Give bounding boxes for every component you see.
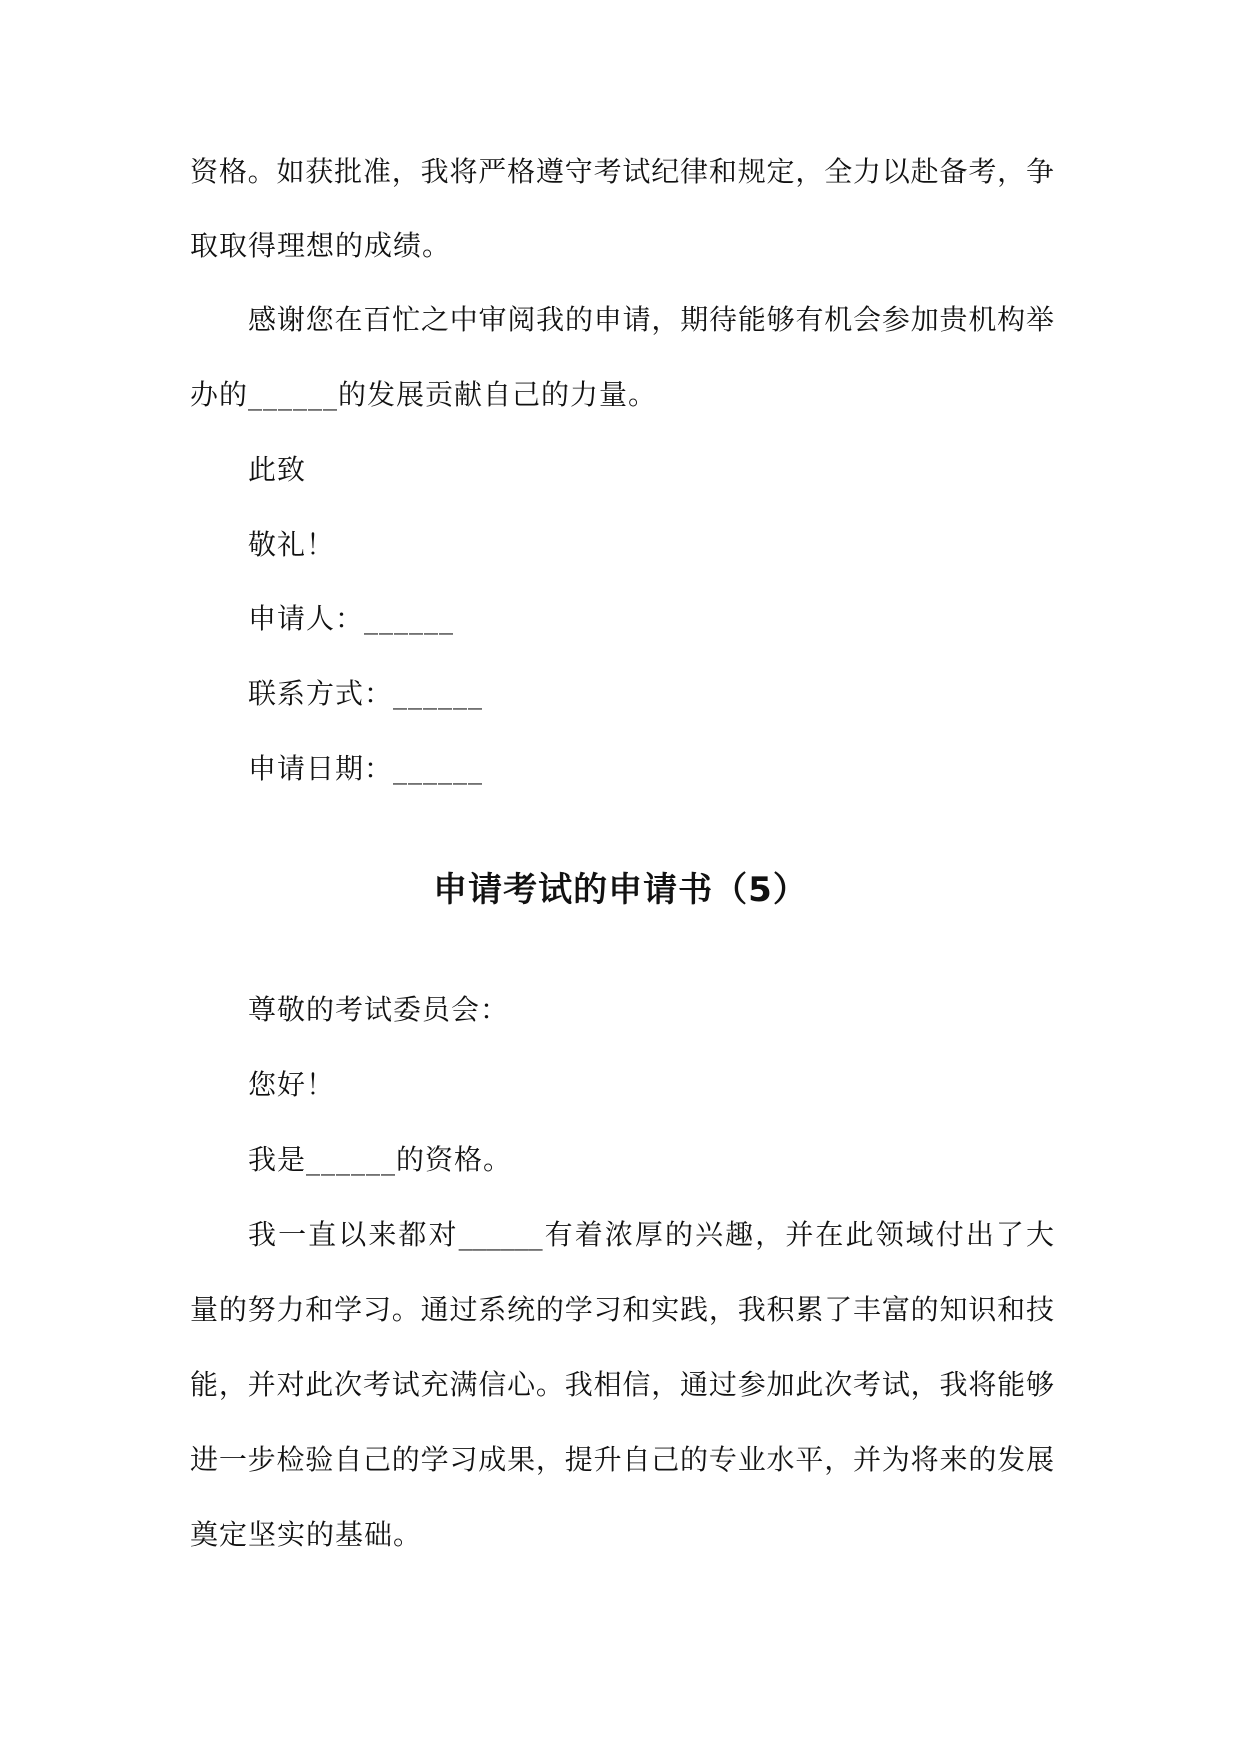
greeting-recipient: 尊敬的考试委员会： — [248, 993, 510, 1026]
paragraph-line: 奠定坚实的基础。 — [190, 1518, 423, 1551]
paragraph-line: 我一直以来都对______有着浓厚的兴趣，并在此领域付出了大 — [248, 1218, 1054, 1251]
paragraph-line: 资格。如获批准，我将严格遵守考试纪律和规定，全力以赴备考，争 — [190, 155, 1054, 188]
applicant-field: 申请人：______ — [248, 602, 455, 635]
paragraph-line: 能，并对此次考试充满信心。我相信，通过参加此次考试，我将能够 — [190, 1368, 1054, 1401]
section-title: 申请考试的申请书（5） — [433, 870, 808, 910]
paragraph-line: 取取得理想的成绩。 — [190, 229, 452, 262]
closing-salutation: 此致 — [248, 453, 307, 486]
paragraph-line: 感谢您在百忙之中审阅我的申请，期待能够有机会参加贵机构举 — [248, 303, 1054, 336]
greeting-hello: 您好！ — [248, 1068, 336, 1101]
closing-regards: 敬礼！ — [248, 528, 336, 561]
paragraph-line: 量的努力和学习。通过系统的学习和实践，我积累了丰富的知识和技 — [190, 1293, 1054, 1326]
contact-field: 联系方式：______ — [248, 677, 484, 710]
date-field: 申请日期：______ — [248, 752, 484, 785]
paragraph-line: 进一步检验自己的学习成果，提升自己的专业水平，并为将来的发展 — [190, 1443, 1054, 1476]
paragraph-line: 办的______的发展贡献自己的力量。 — [190, 378, 658, 411]
paragraph-line: 我是______的资格。 — [248, 1143, 513, 1176]
